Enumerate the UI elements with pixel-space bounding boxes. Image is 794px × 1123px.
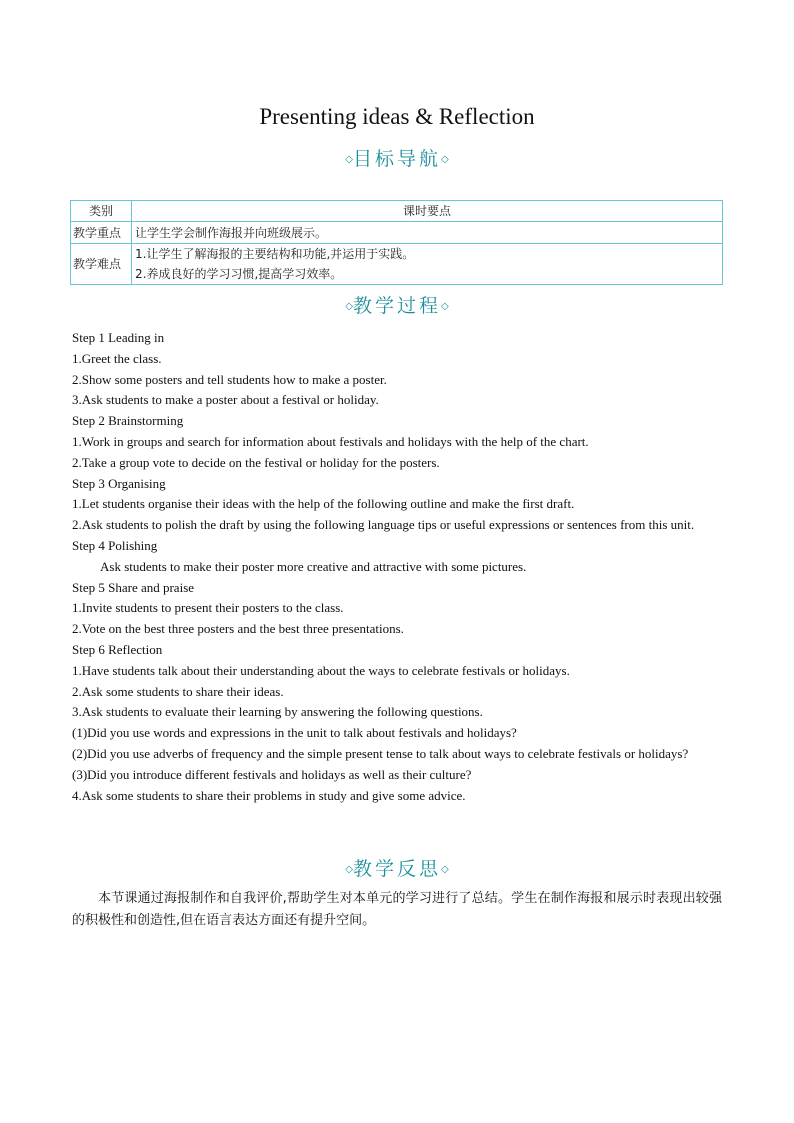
table-header-category: 类别 bbox=[71, 201, 132, 222]
diamond-ornament-icon: ◇ bbox=[441, 154, 449, 165]
step-item: 1.Invite students to present their posters to the class. bbox=[72, 600, 344, 616]
table-cell-line: 让学生学会制作海报并向班级展示。 bbox=[135, 225, 328, 240]
goals-table bbox=[70, 200, 723, 285]
diamond-ornament-icon: ◇ bbox=[345, 301, 353, 312]
step-item: (3)Did you introduce different festivals and holidays as well as their culture? bbox=[72, 766, 472, 782]
table-row bbox=[71, 244, 723, 285]
table-cell-category: 教学难点 bbox=[71, 244, 132, 285]
step-item: 4.Ask some students to share their problems in study and give some advice. bbox=[72, 787, 466, 803]
table-row bbox=[71, 222, 723, 244]
page-title: Presenting ideas & Reflection bbox=[259, 104, 535, 129]
step-heading: Step 5 Share and praise bbox=[72, 579, 195, 595]
section-heading-goals-text: 目标导航 bbox=[352, 148, 441, 170]
step-item: 2.Show some posters and tell students how to make a poster. bbox=[72, 371, 387, 387]
section-heading-process bbox=[0, 293, 794, 320]
section-heading-process-text: 教学过程 bbox=[352, 295, 441, 317]
section-heading-goals bbox=[0, 146, 794, 173]
step-heading: Step 2 Brainstorming bbox=[72, 413, 184, 429]
diamond-ornament-icon: ◇ bbox=[441, 864, 449, 875]
diamond-ornament-icon: ◇ bbox=[345, 864, 353, 875]
step-item: 2.Vote on the best three posters and the best three presentations. bbox=[72, 621, 404, 637]
table-cell-points bbox=[132, 244, 723, 285]
step-item: 2.Ask some students to share their ideas. bbox=[72, 683, 284, 699]
step-item: Ask students to make their poster more creative and attractive with some pictures. bbox=[100, 558, 527, 574]
step-item: 3.Ask students to evaluate their learning by answering the following questions. bbox=[72, 704, 483, 720]
step-item: 1.Greet the class. bbox=[72, 350, 162, 366]
step-item: (1)Did you use words and expressions in the unit to talk about festivals and holidays? bbox=[72, 725, 517, 741]
table-cell-points bbox=[132, 222, 723, 244]
table-cell-category: 教学重点 bbox=[71, 222, 132, 244]
table-cell-line: 1.让学生了解海报的主要结构和功能,并运用于实践。 bbox=[135, 247, 415, 261]
table-header-row bbox=[71, 201, 723, 222]
process-body bbox=[72, 328, 722, 806]
table-header-points: 课时要点 bbox=[132, 201, 723, 222]
step-heading: Step 4 Polishing bbox=[72, 537, 158, 553]
step-item: 3.Ask students to make a poster about a festival or holiday. bbox=[72, 392, 379, 408]
section-heading-reflection-text: 教学反思 bbox=[352, 858, 441, 880]
diamond-ornament-icon: ◇ bbox=[441, 301, 449, 312]
step-item: (2)Did you use adverbs of frequency and the simple present tense to talk about ways to celebrate festivals or holidays? bbox=[72, 745, 689, 761]
step-heading: Step 6 Reflection bbox=[72, 641, 163, 657]
step-item: 2.Ask students to polish the draft by using the following language tips or useful expressions or sentences from this unit. bbox=[72, 517, 695, 533]
step-item: 1.Let students organise their ideas with the help of the following outline and make the first draft. bbox=[72, 496, 575, 512]
step-item: 1.Work in groups and search for information about festivals and holidays with the help of the chart. bbox=[72, 433, 589, 449]
table-cell-line: 2.养成良好的学习习惯,提高学习效率。 bbox=[135, 267, 343, 281]
step-item: 2.Take a group vote to decide on the festival or holiday for the posters. bbox=[72, 454, 440, 470]
step-heading: Step 3 Organising bbox=[72, 475, 166, 491]
diamond-ornament-icon: ◇ bbox=[345, 154, 353, 165]
section-heading-reflection bbox=[0, 856, 794, 883]
step-item: 1.Have students talk about their understanding about the ways to celebrate festivals or holidays. bbox=[72, 662, 570, 678]
step-heading: Step 1 Leading in bbox=[72, 330, 165, 345]
reflection-paragraph: 本节课通过海报制作和自我评价,帮助学生对本单元的学习进行了总结。学生在制作海报和展示时表现出较强的积极性和创造性,但在语言表达方面还有提升空间。 bbox=[72, 891, 722, 928]
